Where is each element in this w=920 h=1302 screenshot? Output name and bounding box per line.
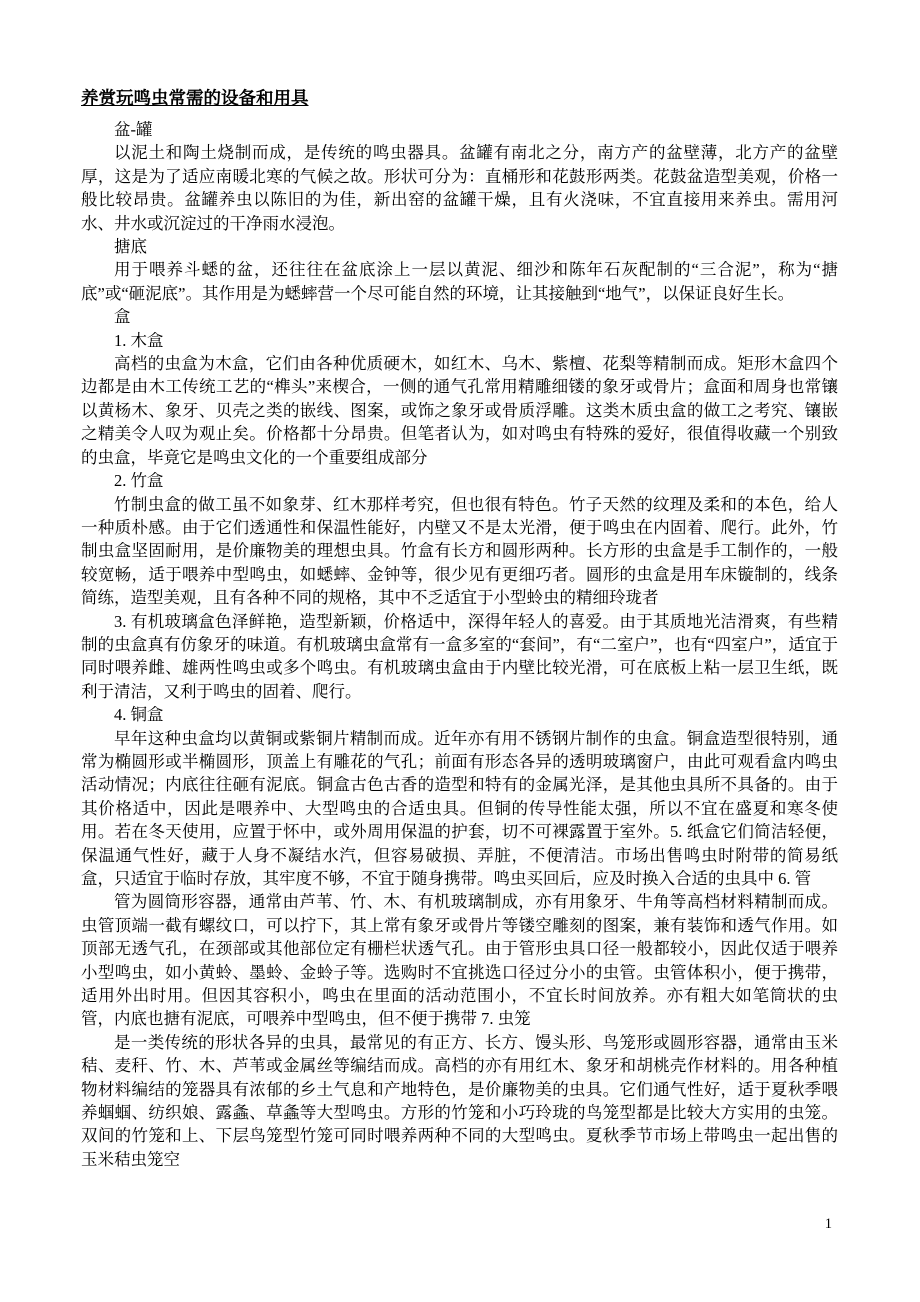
paragraph-copper-paper-box-body: 早年这种虫盒均以黄铜或紫铜片精制而成。近年亦有用不锈钢片制作的虫盒。铜盒造型很特别，通常为椭圆形或半椭圆形，顶盖上有雕花的气孔；前面有形态各异的透明玻璃窗户，由此可观看盒内鸣虫活动情况；内底往往砸有泥底。铜盒古色古香的造型和特有的金属光泽，是其他虫具所不具备的。由于其价格适中，因此是喂养中、大型鸣虫的合适虫具。但铜的传导性能太强，所以不宜在盛夏和寒冬使用。若在冬天使用，应置于怀中，或外周用保温的护套，切不可裸露置于室外。5. 纸盒它们简洁轻便，保温通气性好，藏于人身不凝结水汽，但容易破损、弄脏，不便清洁。市场出售鸣虫时附带的简易纸盒，只适宜于临时存放，其牢度不够，不宜于随身携带。鸣虫买回后，应及时换入合适的虫具中 6. 管 — [81, 728, 838, 888]
paragraph-tang-di-body: 用于喂养斗蟋的盆，还往往在盆底涂上一层以黄泥、细沙和陈年石灰配制的“三合泥”，称为“搪底”或“砸泥底”。其作用是为蟋蟀营一个尽可能自然的环境，让其接触到“地气”，以保证良好生长。 — [81, 260, 838, 303]
section-heading-he: 盒 — [114, 307, 131, 327]
page-number: 1 — [824, 1216, 832, 1232]
document-title: 养赏玩鸣虫常需的设备和用具 — [81, 88, 309, 108]
section-heading-copper-box: 4. 铜盒 — [114, 705, 164, 725]
section-heading-tang-di: 搪底 — [114, 237, 147, 257]
paragraph-pen-guan-body: 以泥土和陶土烧制而成，是传统的鸣虫器具。盆罐有南北之分，南方产的盆壁薄，北方产的盆壁厚，这是为了适应南暖北寒的气候之故。形状可分为：直桶形和花鼓形两类。花鼓盆造型美观，价格一般比较昂贵。盆罐养虫以陈旧的为佳，新出窑的盆罐干燥，且有火浇味，不宜直接用来养虫。需用河水、井水或沉淀过的干净雨水浸泡。 — [81, 143, 838, 233]
paragraph-tube-body: 管为圆筒形容器，通常由芦苇、竹、木、有机玻璃制成，亦有用象牙、牛角等高档材料精制而成。虫管顶端一截有螺纹口，可以拧下，其上常有象牙或骨片等镂空雕刻的图案，兼有装饰和透气作用。如顶部无透气孔，在颈部或其他部位定有栅栏状透气孔。由于管形虫具口径一般都较小，因此仅适于喂养小型鸣虫，如小黄蛉、墨蛉、金蛉子等。选购时不宜挑选口径过分小的虫管。虫管体积小，便于携带，适用外出时用。但因其容积小，鸣虫在里面的活动范围小，不宜长时间放养。亦有粗大如笔筒状的虫管，内底也搪有泥底，可喂养中型鸣虫，但不便于携带 7. 虫笼 — [81, 892, 838, 1029]
section-heading-wooden-box: 1. 木盒 — [114, 330, 164, 350]
section-heading-pen-guan: 盆-罐 — [114, 120, 153, 139]
paragraph-wooden-box-body: 高档的虫盒为木盒，它们由各种优质硬木，如红木、乌木、紫檀、花梨等精制而成。矩形木盒四个边都是由木工传统工艺的“榫头”来楔合，一侧的通气孔常用精雕细镂的象牙或骨片；盒面和周身也常镶以黄杨木、象牙、贝壳之类的嵌线、图案，或饰之象牙或骨质浮雕。这类木质虫盒的做工之考究、镶嵌之精美令人叹为观止矣。价格都十分昂贵。但笔者认为，如对鸣虫有特殊的爱好，很值得收藏一个别致的虫盒，毕竟它是鸣虫文化的一个重要组成部分 — [81, 354, 838, 467]
paragraph-insect-cage-body: 是一类传统的形状各异的虫具，最常见的有正方、长方、馒头形、鸟笼形或圆形容器，通常由玉米秸、麦秆、竹、木、芦苇或金属丝等编结而成。高档的亦有用红木、象牙和胡桃壳作材料的。用各种植物材料编结的笼器具有浓郁的乡土气息和产地特色，是价廉物美的虫具。它们通气性好，适于夏秋季喂养蝈蝈、纺织娘、露螽、草螽等大型鸣虫。方形的竹笼和小巧玲珑的鸟笼型都是比较大方实用的虫笼。双间的竹笼和上、下层鸟笼型竹笼可同时喂养两种不同的大型鸣虫。夏秋季节市场上带鸣虫一起出售的玉米秸虫笼空 — [81, 1032, 838, 1169]
paragraph-bamboo-box-body: 竹制虫盒的做工虽不如象芽、红木那样考究，但也很有特色。竹子天然的纹理及柔和的本色，给人一种质朴感。由于它们透通性和保温性能好，内壁又不是太光滑，便于鸣虫在内固着、爬行。此外，竹制虫盒坚固耐用，是价廉物美的理想虫具。竹盒有长方和圆形两种。长方形的虫盒是手工制作的，一般较宽畅，适于喂养中型鸣虫，如蟋蟀、金钟等，很少见有更细巧者。圆形的虫盒是用车床镟制的，线条简练，造型美观，且有各种不同的规格，其中不乏适宜于小型蛉虫的精细玲珑者 — [81, 494, 838, 608]
section-heading-bamboo-box: 2. 竹盒 — [114, 471, 164, 491]
paragraph-acrylic-box-body: 3. 有机玻璃盒色泽鲜艳，造型新颖，价格适中，深得年轻人的喜爱。由于其质地光洁滑爽，有些精制的虫盒真有仿象牙的味道。有机玻璃虫盒常有一盒多室的“套间”，有“二室户”，也有“四室户”，适宜于同时喂养雌、雄两性鸣虫或多个鸣虫。有机玻璃虫盒由于内壁比较光滑，可在底板上粘一层卫生纸，既利于清洁，又利于鸣虫的固着、爬行。 — [81, 611, 838, 701]
